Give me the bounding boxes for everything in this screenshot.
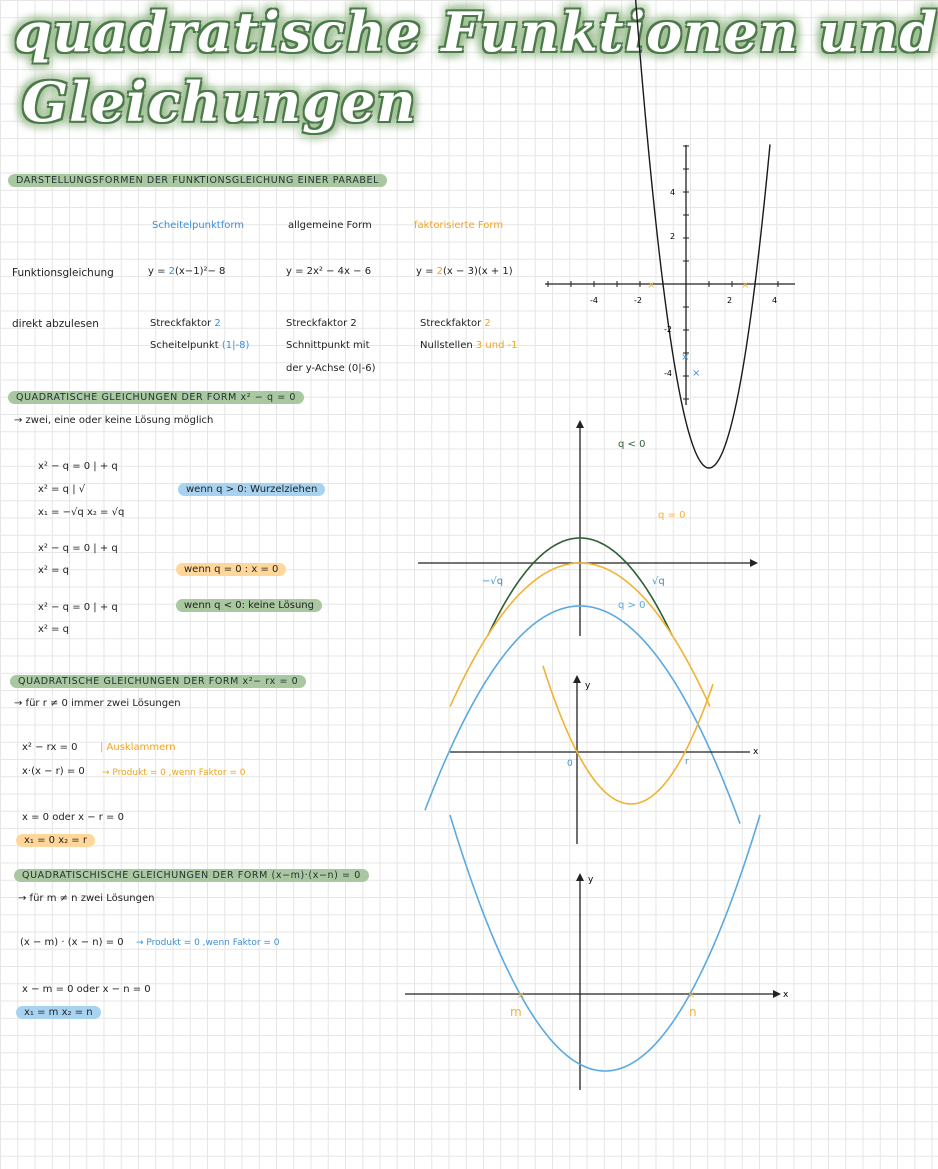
graph2-root-neg: −√q xyxy=(482,576,504,587)
allgemein-streckfaktor: Streckfaktor 2 xyxy=(286,318,357,329)
graph3-origin-label: 0 xyxy=(567,759,573,769)
section3-line2-note: → Produkt = 0 ,wenn Faktor = 0 xyxy=(102,768,246,778)
graph1-y-tick-neg2: -2 xyxy=(664,325,672,334)
graph2-label-q-zero: q = 0 xyxy=(658,510,686,521)
graph1-y-tick-2: 2 xyxy=(670,232,676,241)
graph1-vertex: × xyxy=(692,368,701,379)
case2-condition: wenn q = 0 : x = 0 xyxy=(176,563,286,576)
allgemein-y-achse: der y-Achse (0|-6) xyxy=(286,363,376,374)
graph1-y-tick-neg4: -4 xyxy=(664,369,672,378)
graph2-label-q-neg: q < 0 xyxy=(618,439,646,450)
graph1-y-intercept: × xyxy=(681,352,690,363)
col-header-scheitelpunktform: Scheitelpunktform xyxy=(152,220,245,231)
graph1-y-tick-4: 4 xyxy=(670,188,676,197)
case1-condition: wenn q > 0: Wurzelziehen xyxy=(178,483,325,496)
section3-line3: x = 0 oder x − r = 0 xyxy=(22,812,124,823)
section4-line2: x − m = 0 oder x − n = 0 xyxy=(22,984,151,995)
section3-intro: → für r ≠ 0 immer zwei Lösungen xyxy=(14,698,181,709)
page-title-line2: Gleichungen xyxy=(22,70,417,134)
case3-condition: wenn q < 0: keine Lösung xyxy=(176,599,322,612)
section4-intro: → für m ≠ n zwei Lösungen xyxy=(18,893,155,904)
section4-heading: QUADRATISCHISCHE GLEICHUNGEN DER FORM (x−m)·(x−n) = 0 xyxy=(14,869,369,882)
graph1-coordinate-system xyxy=(520,140,820,410)
graph1-root-left: × xyxy=(647,280,656,291)
graph3-root-label: r xyxy=(685,757,689,767)
graph3-coordinate-system xyxy=(445,672,765,852)
section3-line1: x² − rx = 0 xyxy=(22,742,78,753)
section3-line2: x·(x − r) = 0 xyxy=(22,766,85,777)
case1-line1: x² − q = 0 | + q xyxy=(38,461,118,472)
graph4-y-label: y xyxy=(588,875,594,885)
case1-line2: x² = q | √ xyxy=(38,484,86,495)
section2-intro: → zwei, eine oder keine Lösung möglich xyxy=(14,415,214,426)
section1-heading: DARSTELLUNGSFORMEN DER FUNKTIONSGLEICHUNG EINER PARABEL xyxy=(8,174,387,187)
case2-line2: x² = q xyxy=(38,565,70,576)
graph4-parabola xyxy=(450,815,760,1071)
scheitel-scheitelpunkt: Scheitelpunkt (1|-8) xyxy=(150,340,250,351)
row-label-funktionsgleichung: Funktionsgleichung xyxy=(12,267,114,279)
section4-line1: (x − m) · (x − n) = 0 xyxy=(20,937,124,948)
graph3-x-label: x xyxy=(753,747,759,757)
graph4-coordinate-system xyxy=(400,868,790,1098)
graph4-root-m-label: m xyxy=(510,1005,522,1019)
page-title-line1: quadratische Funktionen und xyxy=(14,0,938,64)
graph1-x-tick-neg2: -2 xyxy=(634,296,642,305)
section3-result: x₁ = 0 x₂ = r xyxy=(16,834,95,847)
section2-heading: QUADRATISCHE GLEICHUNGEN DER FORM x² − q = 0 xyxy=(8,391,304,404)
section3-line1-note: | Ausklammern xyxy=(100,742,176,753)
graph2-root-pos: √q xyxy=(652,576,665,587)
allgemeine-form-equation: y = 2x² − 4x − 6 xyxy=(286,266,372,277)
col-header-allgemeine-form: allgemeine Form xyxy=(288,220,372,231)
graph4-root-m-mark: × xyxy=(517,990,526,1001)
graph1-root-right: × xyxy=(741,280,750,291)
row-label-direkt-abzulesen: direkt abzulesen xyxy=(12,318,99,330)
graph1-x-tick-2: 2 xyxy=(727,296,733,305)
scheitelpunktform-equation: y = 2(x−1)²− 8 xyxy=(148,266,226,277)
case1-line3: x₁ = −√q x₂ = √q xyxy=(38,507,125,518)
case2-line1: x² − q = 0 | + q xyxy=(38,543,118,554)
graph1-x-tick-4: 4 xyxy=(772,296,778,305)
fakt-streckfaktor: Streckfaktor 2 xyxy=(420,318,491,329)
graph4-x-label: x xyxy=(783,990,789,1000)
graph3-parabola xyxy=(543,666,713,804)
scheitel-streckfaktor: Streckfaktor 2 xyxy=(150,318,221,329)
graph4-root-n-mark: × xyxy=(687,990,696,1001)
faktorisierte-form-equation: y = 2(x − 3)(x + 1) xyxy=(416,266,513,277)
fakt-nullstellen: Nullstellen 3 und -1 xyxy=(420,340,518,351)
graph1-parabola xyxy=(620,0,770,468)
allgemein-schnittpunkt: Schnittpunkt mit xyxy=(286,340,370,351)
graph2-label-q-pos: q > 0 xyxy=(618,600,646,611)
case3-line1: x² − q = 0 | + q xyxy=(38,602,118,613)
graph1-x-tick-neg4: -4 xyxy=(590,296,598,305)
graph3-y-label: y xyxy=(585,681,591,691)
section3-heading: QUADRATISCHE GLEICHUNGEN DER FORM x²− rx = 0 xyxy=(10,675,306,688)
case3-line2: x² = q xyxy=(38,624,70,635)
graph2-coordinate-system xyxy=(410,418,760,640)
col-header-faktorisierte-form: faktorisierte Form xyxy=(414,220,504,231)
section4-line1-note: → Produkt = 0 ,wenn Faktor = 0 xyxy=(136,938,280,948)
section4-result: x₁ = m x₂ = n xyxy=(16,1006,101,1019)
graph4-root-n-label: n xyxy=(689,1005,697,1019)
